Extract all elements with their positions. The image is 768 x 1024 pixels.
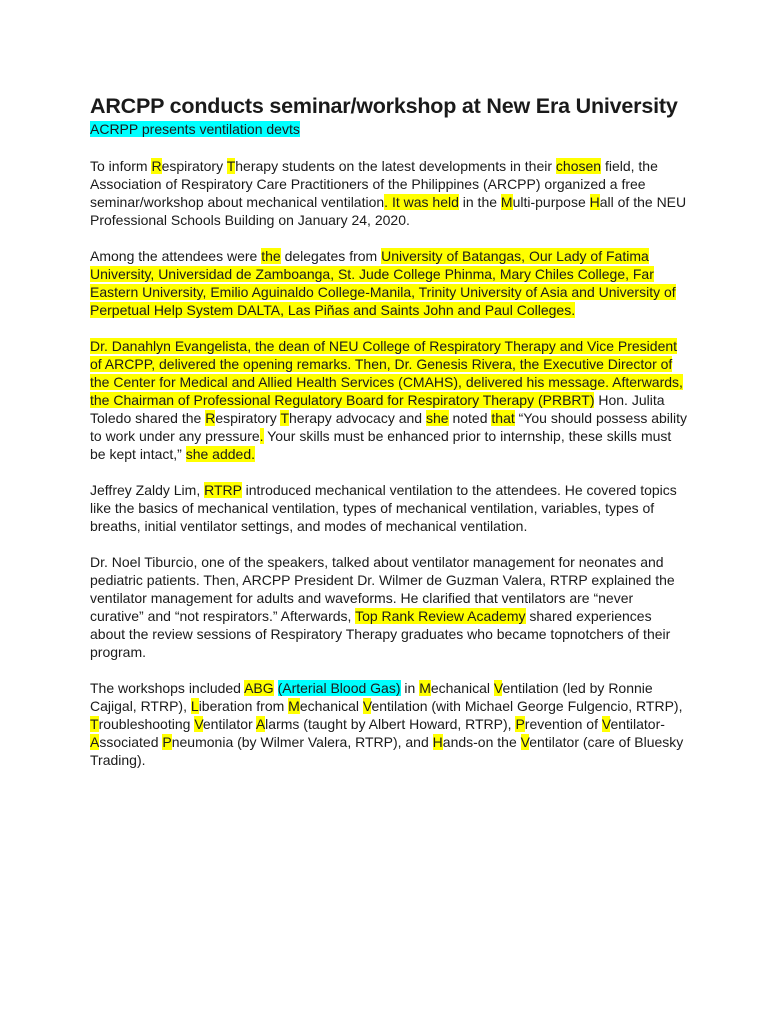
highlighted-text: H bbox=[589, 194, 600, 210]
paragraph-text: Dr. Noel Tiburcio, one of the speakers, talked about ventilator management for neonates and pediatric patients. Then, ARCPP President Dr. Wilmer de Guzman Valera, RTRP explained the ventilator management for adults and waveforms. He clarified that ventilators are “never curative” and “not respirators.” Afterwards, bbox=[90, 554, 675, 624]
highlighted-text: Top Rank Review Academy bbox=[355, 608, 526, 624]
paragraph-text: entilator (care of Bluesky Trading). bbox=[90, 734, 684, 768]
paragraph-text: Jeffrey Zaldy Lim, bbox=[90, 482, 205, 498]
paragraph-text: espiratory bbox=[161, 158, 227, 174]
highlighted-text: T bbox=[280, 410, 289, 426]
highlighted-text: the bbox=[261, 248, 281, 264]
highlighted-text: Dr. Danahlyn Evangelista, the dean of NEU College of Respiratory Therapy and Vice President of ARCPP, delivered the opening remarks. Then, Dr. Genesis Rivera, the Executive Director of the Center for Medical and Allied Health Services (CMAHS), delivered his message. Afterwards, the Chairman of Professional Regulatory Board for Respiratory Therapy (PRBRT) bbox=[90, 338, 683, 408]
paragraph-text: entilator- bbox=[610, 716, 665, 732]
paragraph-text: espiratory bbox=[215, 410, 281, 426]
highlighted-text: L bbox=[190, 698, 199, 714]
paragraph-text: ssociated bbox=[99, 734, 163, 750]
highlighted-text: A bbox=[255, 716, 266, 732]
paragraph-text: entilation (led by Ronnie Cajigal, RTRP), bbox=[90, 680, 653, 714]
paragraph-text: revention of bbox=[524, 716, 602, 732]
highlighted-text: she bbox=[425, 410, 449, 426]
highlighted-subtitle: ACRPP presents ventilation devts bbox=[90, 121, 300, 137]
paragraph-text: Hon. Julita Toledo shared the bbox=[90, 392, 665, 426]
article-body bbox=[90, 157, 690, 769]
paragraph-text: in bbox=[400, 680, 420, 696]
article-paragraph bbox=[90, 553, 690, 661]
highlighted-text: M bbox=[500, 194, 513, 210]
paragraph-text: echanical bbox=[430, 680, 494, 696]
highlighted-text: ABG bbox=[244, 680, 274, 696]
paragraph-text: larms (taught by Albert Howard, RTRP), bbox=[265, 716, 516, 732]
highlighted-text: that bbox=[491, 410, 515, 426]
highlighted-text: chosen bbox=[555, 158, 602, 174]
paragraph-text: in the bbox=[458, 194, 501, 210]
paragraph-text: neumonia (by Wilmer Valera, RTRP), and bbox=[171, 734, 433, 750]
paragraph-text: herapy students on the latest developments in their bbox=[235, 158, 556, 174]
highlighted-text: P bbox=[162, 734, 172, 750]
highlighted-text: (Arterial Blood Gas) bbox=[277, 680, 401, 696]
highlighted-text: M bbox=[419, 680, 431, 696]
paragraph-text: entilator bbox=[202, 716, 256, 732]
paragraph-text: introduced mechanical ventilation to the attendees. He covered topics like the basics of mechanical ventilation, types of mechanical ventilation, variables, types of breaths, initial ventilator settings, and modes of mechanical ventilation. bbox=[90, 482, 677, 534]
highlighted-text: V bbox=[194, 716, 203, 732]
paragraph-text: roubleshooting bbox=[98, 716, 195, 732]
highlighted-text: M bbox=[288, 698, 300, 714]
article-paragraph bbox=[90, 679, 690, 769]
paragraph-text: The workshops included bbox=[90, 680, 245, 696]
paragraph-text bbox=[274, 680, 278, 696]
highlighted-text: R bbox=[151, 158, 162, 174]
paragraph-text: echanical bbox=[299, 698, 363, 714]
paragraph-text: all of the NEU Professional Schools Building on January 24, 2020. bbox=[90, 194, 687, 228]
paragraph-text: ands-on the bbox=[442, 734, 521, 750]
paragraph-text: iberation from bbox=[198, 698, 289, 714]
article-title: ARCPP conducts seminar/workshop at New Era University bbox=[90, 94, 678, 118]
article-subtitle bbox=[90, 120, 690, 138]
article-paragraph bbox=[90, 247, 690, 319]
highlighted-text: A bbox=[90, 734, 100, 750]
paragraph-text: To inform bbox=[90, 158, 152, 174]
highlighted-text: University of Batangas, Our Lady of Fatima University, Universidad de Zamboanga, St. Jude College Phinma, Mary Chiles College, Far Eastern University, Emilio Aguinaldo College-Manila, Trinity University of Asia and University of Perpetual Help System DALTA, Las Piñas and Saints John and Paul Colleges. bbox=[90, 248, 676, 318]
paragraph-text: Your skills must be enhanced prior to internship, these skills must be kept intact,” bbox=[90, 428, 672, 462]
highlighted-text: H bbox=[432, 734, 443, 750]
highlighted-text: T bbox=[226, 158, 236, 174]
paragraph-text: field, the Association of Respiratory Care Practitioners of the Philippines (ARCPP) organized a free seminar/workshop about mechanical ventilation bbox=[90, 158, 658, 210]
paragraph-text: delegates from bbox=[280, 248, 382, 264]
highlighted-text: P bbox=[515, 716, 525, 732]
highlighted-text: V bbox=[362, 698, 372, 714]
highlighted-text: V bbox=[601, 716, 611, 732]
article-paragraph bbox=[90, 481, 690, 535]
paragraph-text: herapy advocacy and bbox=[289, 410, 426, 426]
highlighted-text: . It was held bbox=[384, 194, 459, 210]
highlighted-text: R bbox=[205, 410, 216, 426]
paragraph-text: Among the attendees were bbox=[90, 248, 262, 264]
paragraph-text: ulti-purpose bbox=[512, 194, 590, 210]
paragraph-text: shared experiences about the review sessions of Respiratory Therapy graduates who became topnotchers of their program. bbox=[90, 608, 671, 660]
highlighted-text: V bbox=[520, 734, 530, 750]
article-paragraph bbox=[90, 337, 690, 463]
highlighted-text: T bbox=[90, 716, 99, 732]
highlighted-text: . bbox=[259, 428, 264, 444]
paragraph-text: entilation (with Michael George Fulgencio, RTRP), bbox=[371, 698, 683, 714]
document-page bbox=[90, 93, 690, 787]
paragraph-text: noted bbox=[448, 410, 492, 426]
article-paragraph bbox=[90, 157, 690, 229]
highlighted-text: V bbox=[493, 680, 503, 696]
highlighted-text: RTRP bbox=[204, 482, 242, 498]
highlighted-text: she added. bbox=[185, 446, 256, 462]
paragraph-text: “You should possess ability to work under any pressure bbox=[90, 410, 688, 444]
